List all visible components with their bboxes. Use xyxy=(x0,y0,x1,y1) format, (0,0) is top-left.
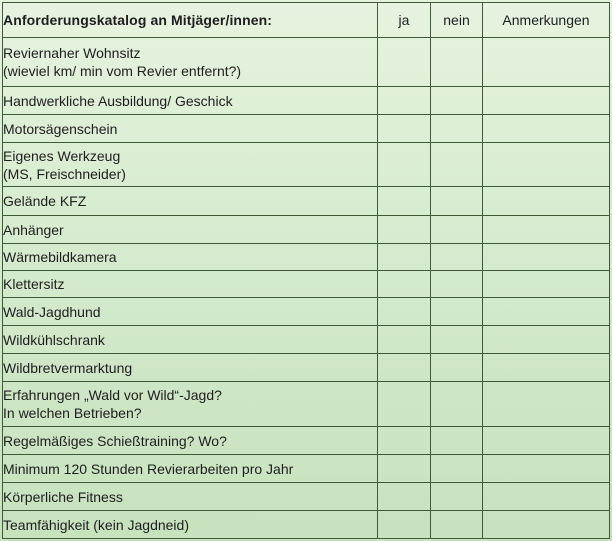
requirements-table xyxy=(2,2,610,539)
table-row xyxy=(3,38,610,87)
requirement-label xyxy=(3,271,378,298)
table-row xyxy=(3,143,610,187)
yes-cell[interactable] xyxy=(378,354,431,382)
notes-cell[interactable] xyxy=(483,483,610,511)
table-row xyxy=(3,483,610,511)
requirement-label xyxy=(3,38,378,87)
notes-cell[interactable] xyxy=(483,87,610,115)
requirement-text-line: Klettersitz xyxy=(3,276,65,292)
requirement-text-line: Teamfähigkeit (kein Jagdneid) xyxy=(3,516,189,533)
requirement-text-line: In welchen Betrieben? xyxy=(3,405,142,421)
requirement-label xyxy=(3,143,378,187)
no-cell[interactable] xyxy=(431,115,483,143)
no-cell[interactable] xyxy=(431,87,483,115)
no-cell[interactable] xyxy=(431,271,483,298)
yes-cell[interactable] xyxy=(378,298,431,326)
yes-cell[interactable] xyxy=(378,382,431,427)
requirement-label xyxy=(3,216,378,244)
no-cell[interactable] xyxy=(431,244,483,271)
notes-cell[interactable] xyxy=(483,382,610,427)
notes-cell[interactable] xyxy=(483,326,610,354)
requirement-text-line: Körperliche Fitness xyxy=(3,488,123,505)
no-cell[interactable] xyxy=(431,455,483,483)
requirement-label xyxy=(3,326,378,354)
notes-cell[interactable] xyxy=(483,298,610,326)
requirement-text-line: Minimum 120 Stunden Revierarbeiten pro Jahr xyxy=(3,460,294,477)
notes-cell[interactable] xyxy=(483,143,610,187)
yes-cell[interactable] xyxy=(378,427,431,455)
requirement-text-line: Wildkühlschrank xyxy=(3,331,105,348)
no-cell[interactable] xyxy=(431,187,483,216)
requirement-text-line: Reviernaher Wohnsitz xyxy=(3,45,141,61)
requirement-label xyxy=(3,115,378,143)
table-row xyxy=(3,298,610,326)
no-cell[interactable] xyxy=(431,298,483,326)
table-row xyxy=(3,187,610,216)
yes-cell[interactable] xyxy=(378,216,431,244)
table-row xyxy=(3,382,610,427)
yes-cell[interactable] xyxy=(378,115,431,143)
table-row xyxy=(3,271,610,298)
table-row xyxy=(3,326,610,354)
requirement-text-line: Handwerkliche Ausbildung/ Geschick xyxy=(3,92,233,109)
requirement-text-line: Motorsägenschein xyxy=(3,120,118,137)
yes-cell[interactable] xyxy=(378,326,431,354)
no-cell[interactable] xyxy=(431,143,483,187)
table-row xyxy=(3,455,610,483)
table-title: Anforderungskatalog an Mitjäger/innen: xyxy=(3,3,378,38)
yes-cell[interactable] xyxy=(378,38,431,87)
notes-cell[interactable] xyxy=(483,427,610,455)
requirement-label xyxy=(3,354,378,382)
notes-cell[interactable] xyxy=(483,455,610,483)
yes-cell[interactable] xyxy=(378,187,431,216)
requirement-label xyxy=(3,298,378,326)
requirement-text-line: (MS, Freischneider) xyxy=(3,165,126,182)
requirement-text-line: (wieviel km/ min vom Revier entfernt?) xyxy=(3,63,242,79)
no-cell[interactable] xyxy=(431,326,483,354)
yes-cell[interactable] xyxy=(378,87,431,115)
no-cell[interactable] xyxy=(431,483,483,511)
header-row xyxy=(3,3,610,38)
requirement-label xyxy=(3,511,378,539)
requirement-label xyxy=(3,483,378,511)
notes-cell[interactable] xyxy=(483,187,610,216)
notes-cell[interactable] xyxy=(483,511,610,539)
requirement-text-line: Gelände KFZ xyxy=(3,193,87,209)
notes-cell[interactable] xyxy=(483,216,610,244)
no-cell[interactable] xyxy=(431,354,483,382)
table-row xyxy=(3,511,610,539)
requirement-text-line: Wärmebildkamera xyxy=(3,249,117,265)
yes-cell[interactable] xyxy=(378,244,431,271)
requirement-label xyxy=(3,382,378,427)
requirement-text-line: Anhänger xyxy=(3,221,64,238)
table-row xyxy=(3,244,610,271)
yes-cell[interactable] xyxy=(378,511,431,539)
column-header-no: nein xyxy=(431,3,483,38)
yes-cell[interactable] xyxy=(378,271,431,298)
requirement-text-line: Regelmäßiges Schießtraining? Wo? xyxy=(3,432,227,449)
table-row xyxy=(3,354,610,382)
requirement-text-line: Erfahrungen „Wald vor Wild“-Jagd? xyxy=(3,387,222,403)
notes-cell[interactable] xyxy=(483,354,610,382)
table-row xyxy=(3,427,610,455)
column-header-notes: Anmerkungen xyxy=(483,3,610,38)
column-header-yes: ja xyxy=(378,3,431,38)
table-row xyxy=(3,115,610,143)
requirement-label xyxy=(3,427,378,455)
yes-cell[interactable] xyxy=(378,143,431,187)
yes-cell[interactable] xyxy=(378,455,431,483)
requirement-text-line: Wildbretvermarktung xyxy=(3,359,133,376)
notes-cell[interactable] xyxy=(483,271,610,298)
table-row xyxy=(3,87,610,115)
no-cell[interactable] xyxy=(431,38,483,87)
no-cell[interactable] xyxy=(431,511,483,539)
requirement-text-line: Eigenes Werkzeug xyxy=(3,147,121,164)
notes-cell[interactable] xyxy=(483,115,610,143)
notes-cell[interactable] xyxy=(483,38,610,87)
requirement-label xyxy=(3,187,378,216)
requirement-text-line: Wald-Jagdhund xyxy=(3,303,101,320)
yes-cell[interactable] xyxy=(378,483,431,511)
no-cell[interactable] xyxy=(431,382,483,427)
requirement-label xyxy=(3,455,378,483)
notes-cell[interactable] xyxy=(483,244,610,271)
table-row xyxy=(3,216,610,244)
no-cell[interactable] xyxy=(431,216,483,244)
no-cell[interactable] xyxy=(431,427,483,455)
requirement-label xyxy=(3,244,378,271)
requirement-label xyxy=(3,87,378,115)
